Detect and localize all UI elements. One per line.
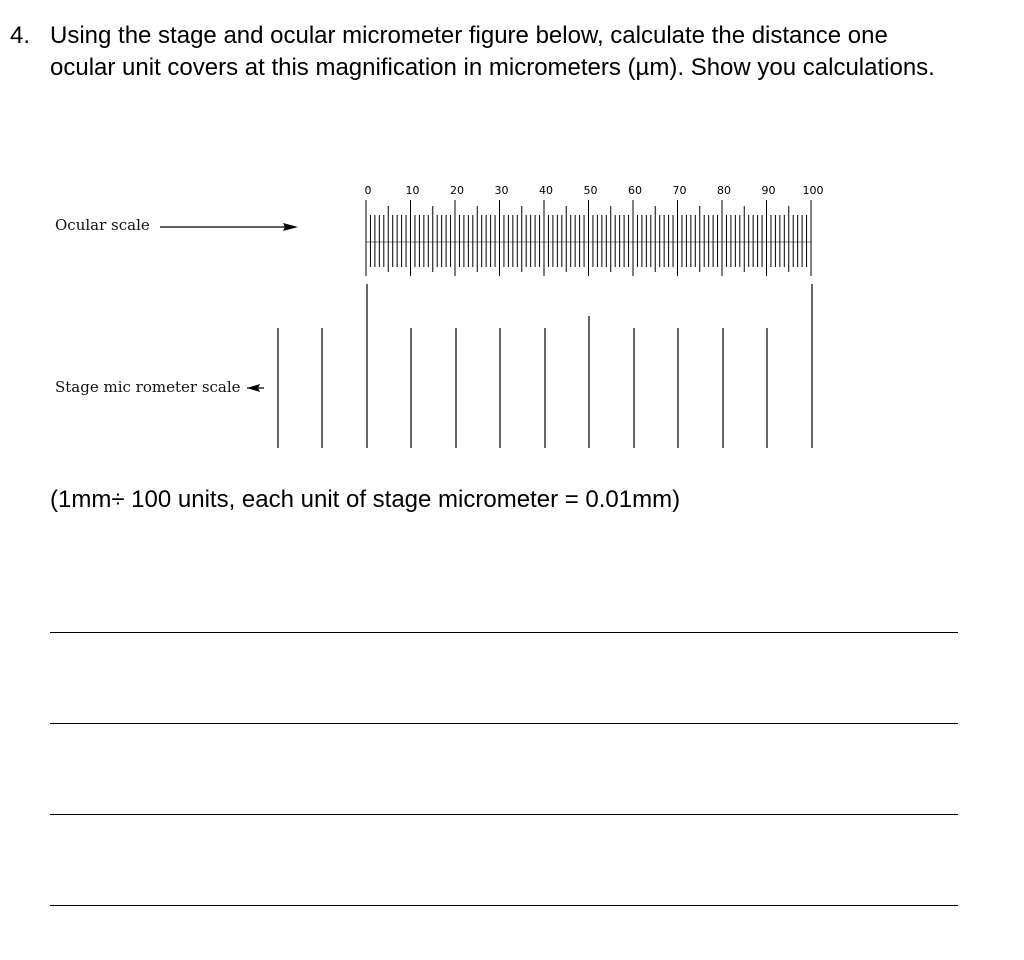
question-text-line-2: ocular unit covers at this magnification in micrometers (µm). Show you calculations. [50, 54, 935, 81]
ocular-tick-label: 100 [802, 184, 824, 197]
ocular-tick-label: 30 [494, 184, 509, 197]
answer-line[interactable] [50, 814, 958, 815]
ocular-scale-label: Ocular scale [55, 216, 150, 234]
ocular-tick-label: 50 [583, 184, 598, 197]
micrometer-diagram [0, 170, 1024, 470]
question-text [50, 20, 1024, 84]
answer-line[interactable] [50, 905, 958, 906]
ocular-tick-label: 80 [717, 184, 731, 197]
ocular-arrow-head [283, 223, 298, 231]
ocular-tick-label: 90 [761, 184, 776, 197]
question-number: 4. [10, 22, 31, 49]
answer-line[interactable] [50, 723, 958, 724]
question-text-line-1: Using the stage and ocular micrometer figure below, calculate the distance one [50, 22, 888, 49]
conversion-note: (1mm÷ 100 units, each unit of stage micrometer = 0.01mm) [50, 486, 681, 513]
stage-micrometer-label: Stage mic rometer scale [55, 378, 241, 396]
ocular-tick-label: 60 [628, 184, 642, 197]
ocular-tick-label: 40 [539, 184, 553, 197]
ocular-tick-label: 20 [450, 184, 464, 197]
ocular-tick-label: 70 [672, 184, 687, 197]
micrometer-figure [0, 170, 1024, 470]
ocular-tick-label: 10 [405, 184, 420, 197]
answer-line[interactable] [50, 632, 958, 633]
ocular-tick-label: 0 [364, 184, 372, 197]
